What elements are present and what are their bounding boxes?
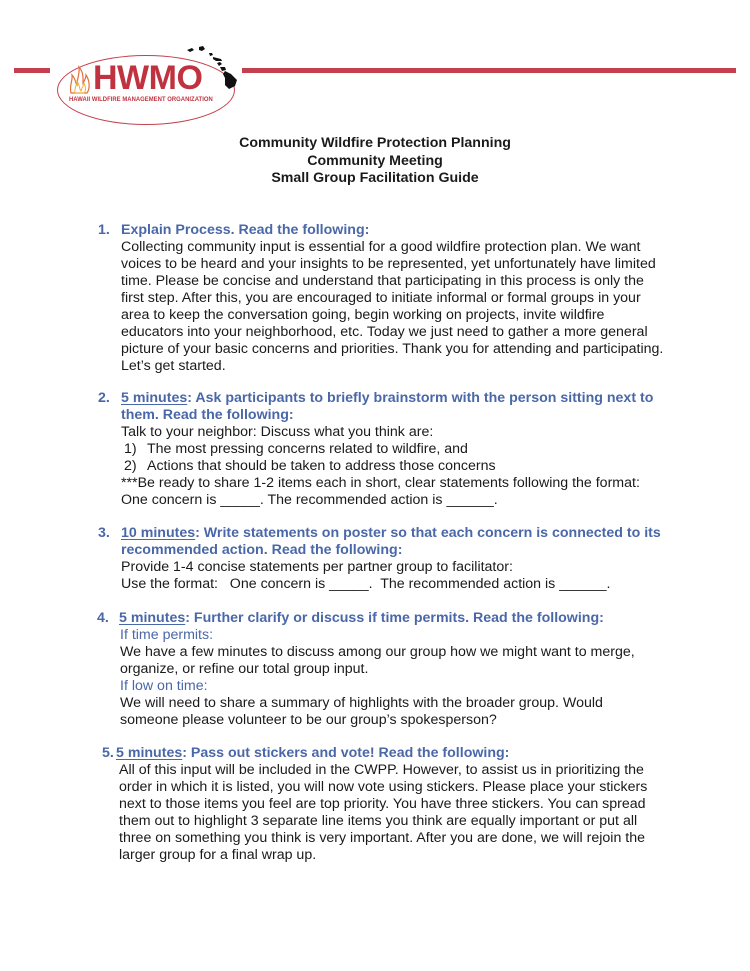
logo-full-name: HAWAII WILDFIRE MANAGEMENT ORGANIZATION xyxy=(69,96,213,103)
section-explain-process xyxy=(98,222,718,375)
section-heading-text: : Write statements on poster so that each concern is connected to its xyxy=(195,525,661,541)
intro-line: Talk to your neighbor: Discuss what you think are: xyxy=(121,424,434,440)
list-item xyxy=(121,441,718,458)
body-line: first step. After this, you are encouraged to initiate informal or formal groups in your xyxy=(121,290,641,306)
hwmo-logo xyxy=(55,45,245,127)
section-number: 2. xyxy=(98,390,110,406)
section-heading xyxy=(98,525,718,559)
section-number: 3. xyxy=(98,525,110,541)
section-heading-text-cont: recommended action. Read the following: xyxy=(121,542,403,558)
body-line: We will need to share a summary of highlights with the broader group. Would xyxy=(120,695,603,711)
body-line: Let’s get started. xyxy=(121,358,226,374)
section-heading xyxy=(98,222,718,239)
section-heading-text: : Ask participants to briefly brainstorm with the person sitting next to xyxy=(187,390,654,406)
body-line: All of this input will be included in the CWPP. However, to assist us in prioritizing the xyxy=(119,762,644,778)
section-body xyxy=(97,627,717,729)
body-line: them out to highlight 3 separate line items you think are equally important or put all xyxy=(119,813,638,829)
section-number: 5. xyxy=(102,745,114,761)
body-line: organize, or refine our total group input. xyxy=(120,661,369,677)
body-line: time. Please be concise and understand that participating in this process is only the xyxy=(121,273,644,289)
section-clarify xyxy=(97,610,717,729)
section-body xyxy=(102,762,722,864)
body-line: We have a few minutes to discuss among our group how we might want to merge, xyxy=(120,644,635,660)
logo-acronym: HWMO xyxy=(93,59,203,97)
section-heading xyxy=(102,745,722,762)
body-line: Provide 1-4 concise statements per partner group to facilitator: xyxy=(121,559,513,575)
body-line: picture of your basic concerns and priorities. Thank you for attending and participating. xyxy=(121,341,664,357)
section-number: 1. xyxy=(98,222,110,238)
body-line: Use the format: One concern is _____. The recommended action is ______. xyxy=(121,576,611,592)
body-line: area to keep the conversation going, begin working on projects, invite wildfire xyxy=(121,307,605,323)
section-body xyxy=(98,559,718,593)
body-line: larger group for a final wrap up. xyxy=(119,847,317,863)
list-item-text: Actions that should be taken to address those concerns xyxy=(147,458,496,474)
flame-icon xyxy=(69,65,91,95)
time-allotment: 5 minutes xyxy=(116,745,183,761)
section-write-statements xyxy=(98,525,718,593)
document-title xyxy=(0,135,750,188)
list-item-number: 2) xyxy=(124,458,137,474)
title-line-2: Community Meeting xyxy=(307,152,443,169)
section-heading xyxy=(98,390,718,424)
body-line: three on something you think is very important. After you are done, we will rejoin the xyxy=(119,830,645,846)
section-heading-text: : Further clarify or discuss if time permits. Read the following: xyxy=(185,610,604,626)
body-line: educators into your neighborhood, etc. Today we just need to gather a more general xyxy=(121,324,648,340)
title-line-3: Small Group Facilitation Guide xyxy=(271,170,479,186)
if-time-permits-label: If time permits: xyxy=(120,627,214,643)
format-line: One concern is _____. The recommended action is ______. xyxy=(121,492,498,508)
header-rule-left xyxy=(14,68,50,73)
section-body xyxy=(98,424,718,509)
if-low-on-time-label: If low on time: xyxy=(120,678,208,694)
section-vote xyxy=(102,745,722,864)
body-line: Collecting community input is essential for a good wildfire protection plan. We want xyxy=(121,239,641,255)
section-brainstorm xyxy=(98,390,718,509)
time-allotment: 5 minutes xyxy=(119,610,186,626)
body-line: someone please volunteer to be our group’s spokesperson? xyxy=(120,712,497,728)
body-line: order in which it is listed, you will now vote using stickers. Please place your stickers xyxy=(119,779,648,795)
time-allotment: 5 minutes xyxy=(121,390,188,406)
section-number: 4. xyxy=(97,610,109,626)
body-line: next to those items you feel are top priority. You have three stickers. You can spread xyxy=(119,796,646,812)
list-item-number: 1) xyxy=(124,441,137,457)
list-item xyxy=(121,458,718,475)
list-item-text: The most pressing concerns related to wildfire, and xyxy=(147,441,468,457)
note-line: ***Be ready to share 1-2 items each in short, clear statements following the format: xyxy=(121,475,640,491)
section-heading-text-cont: them. Read the following: xyxy=(121,407,294,423)
section-heading-text: Explain Process. Read the following: xyxy=(121,222,370,238)
title-line-1: Community Wildfire Protection Planning xyxy=(239,135,511,151)
section-body xyxy=(98,239,718,375)
header-rule-right xyxy=(242,68,736,73)
time-allotment: 10 minutes xyxy=(121,525,196,541)
body-line: voices to be heard and your insights to be represented, yet unfortunately have limited xyxy=(121,256,656,272)
section-heading xyxy=(97,610,717,627)
section-heading-text: : Pass out stickers and vote! Read the following: xyxy=(182,745,510,761)
